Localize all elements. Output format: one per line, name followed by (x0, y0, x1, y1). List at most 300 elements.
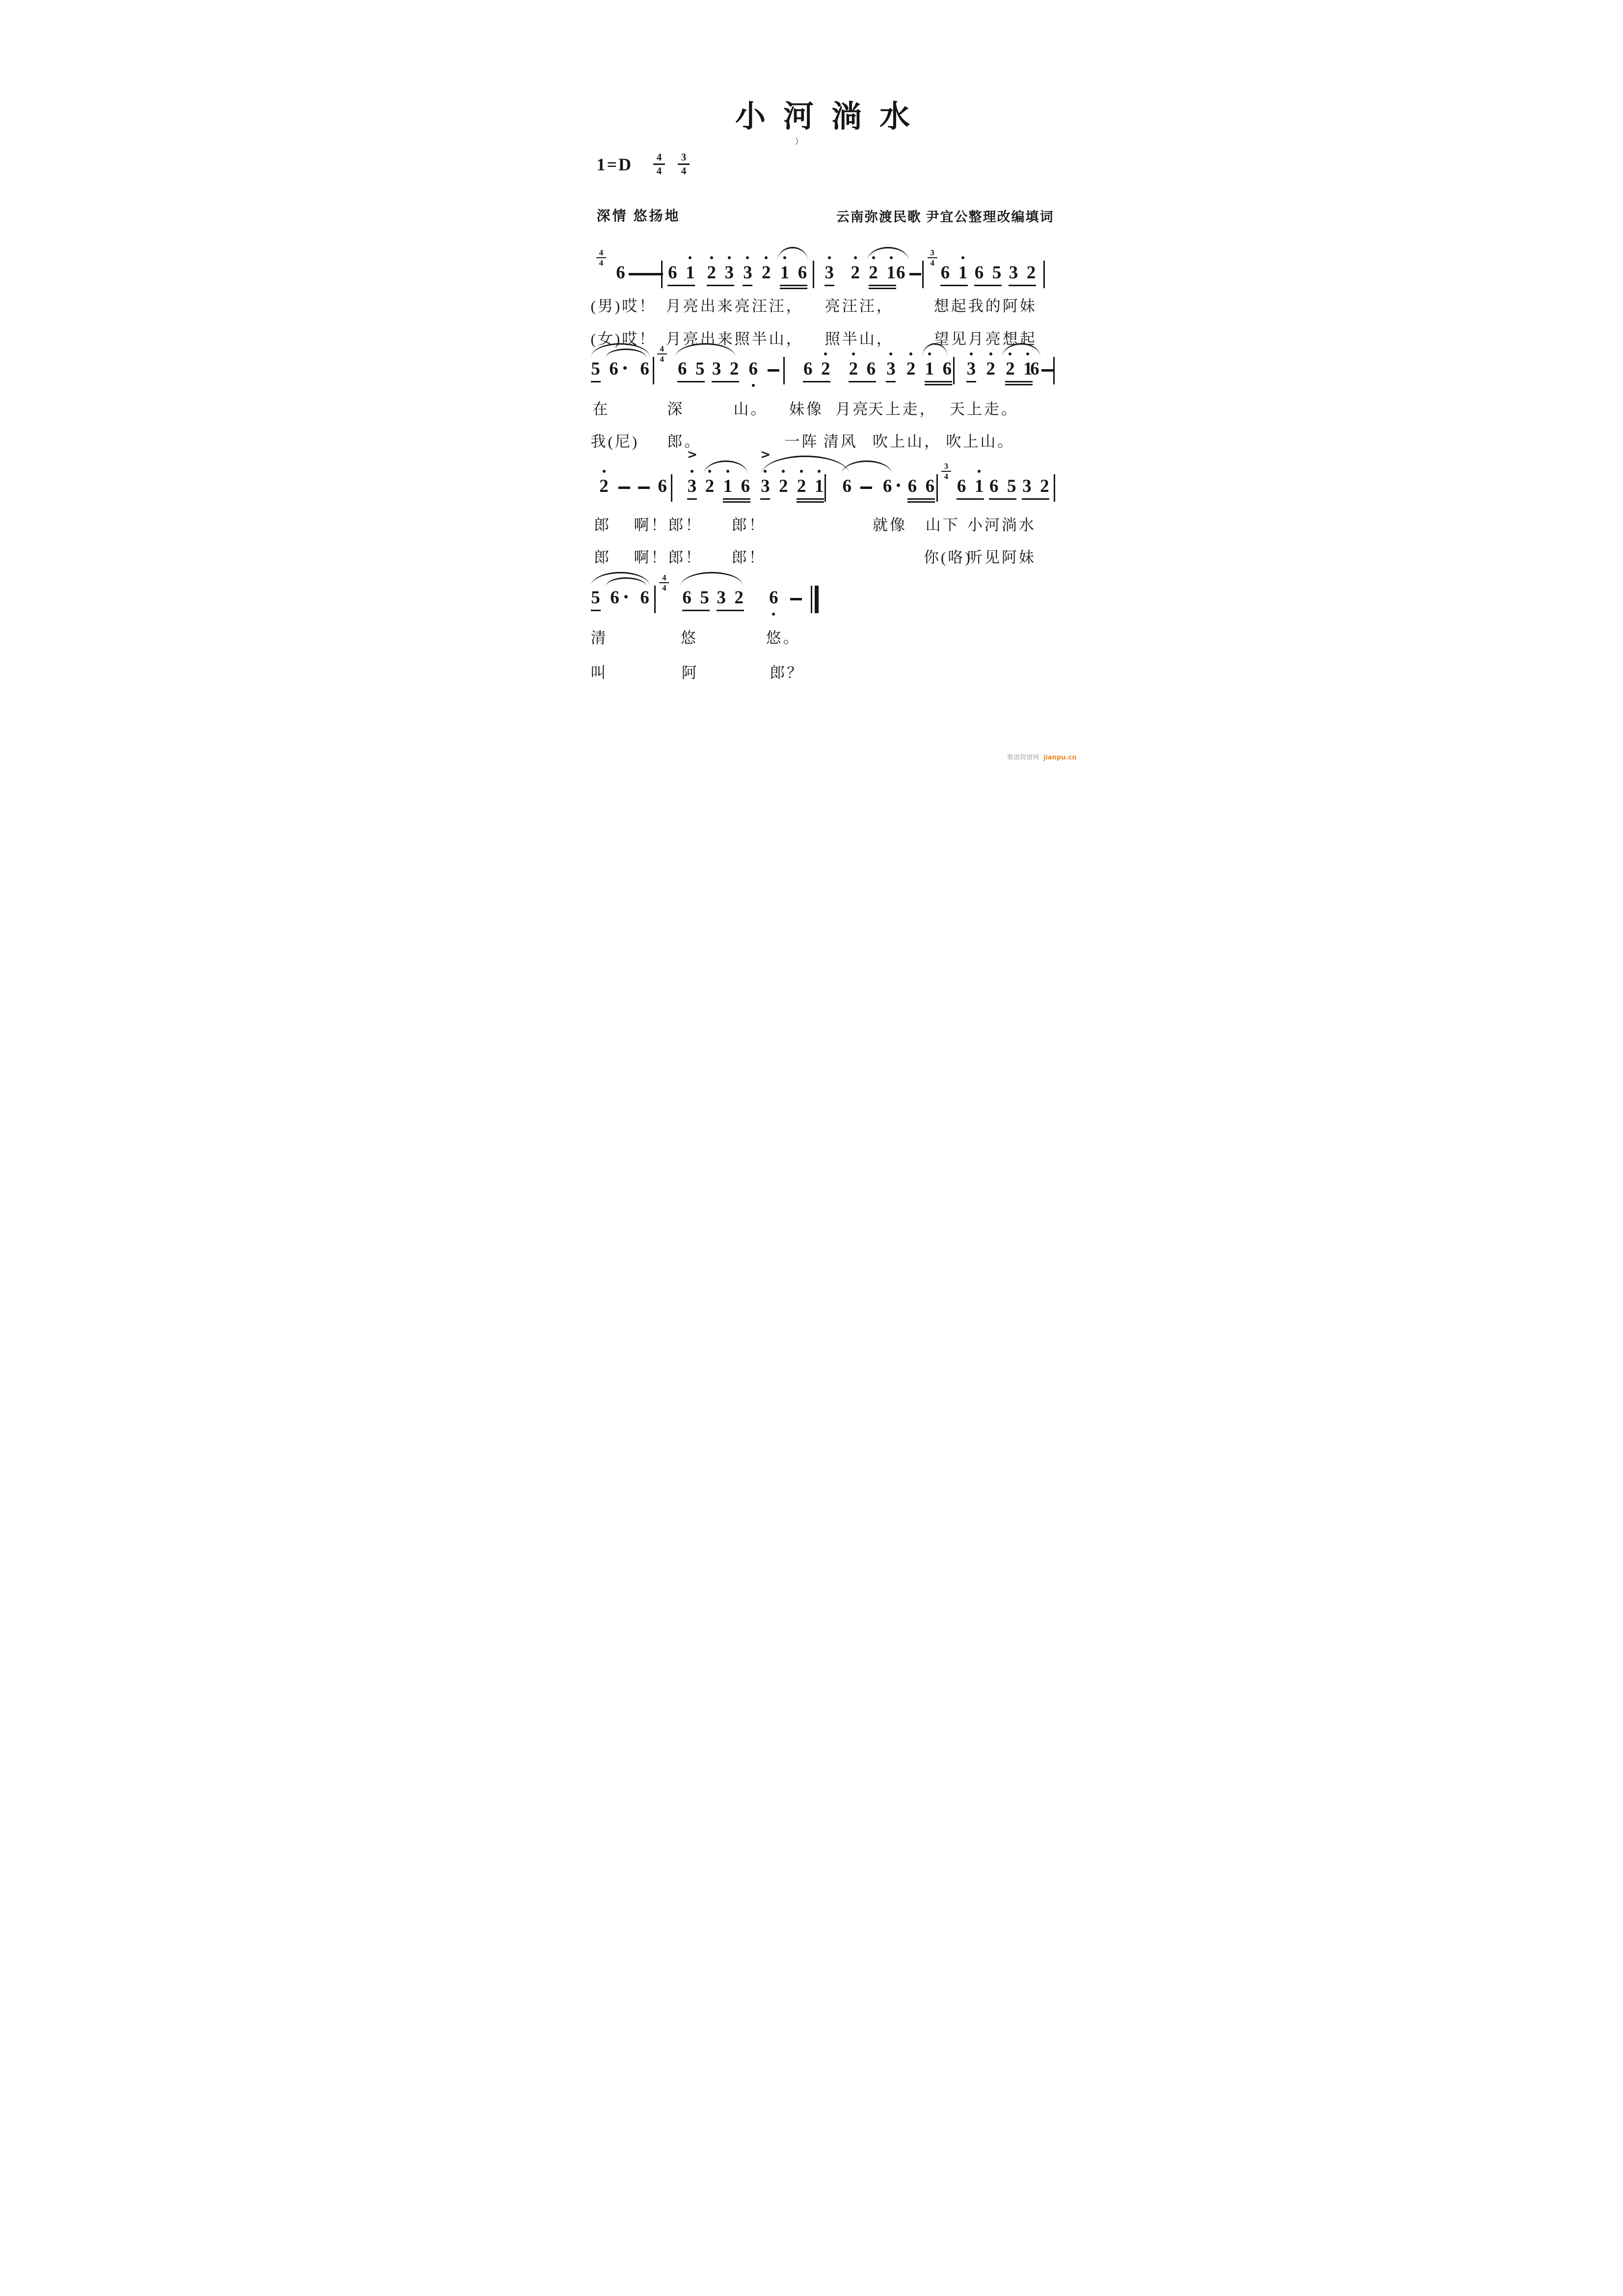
lyric-line (591, 515, 1055, 537)
note-token (610, 588, 628, 608)
note-digit: 2 (705, 476, 715, 496)
beam-group (682, 588, 710, 611)
note-token (599, 476, 609, 497)
jianpu-note (658, 476, 667, 497)
note-token (761, 263, 771, 283)
jianpu-note (1005, 359, 1015, 379)
note-digit: 5 (591, 359, 600, 379)
lyric-segment: 天上走， (868, 401, 937, 418)
lyric-segment: 郎 (594, 516, 612, 534)
jianpu-note (896, 263, 905, 283)
note-token (705, 476, 715, 497)
beam-group (974, 263, 1002, 286)
augmentation-dot-icon (624, 595, 628, 598)
duration-dash (640, 273, 652, 275)
slur-arc (704, 460, 748, 475)
beam-group (707, 263, 734, 286)
lyric-segment: 悠。 (766, 629, 800, 647)
jianpu-note (717, 588, 726, 608)
jianpu-note (886, 263, 896, 283)
note-token (842, 476, 852, 497)
note-digit: 6 (668, 263, 677, 283)
note-token (1030, 359, 1039, 379)
jianpu-note (591, 588, 601, 608)
note-digit: 3 (966, 359, 976, 379)
jianpu-note (640, 588, 650, 608)
jianpu-note (906, 359, 916, 379)
key-signature: 1=D (596, 154, 633, 174)
note-token (825, 263, 834, 286)
lyric-segment: 阿 (681, 664, 699, 681)
meter-denominator: 4 (681, 165, 687, 177)
note-token (778, 476, 788, 497)
note-digit: 5 (591, 588, 600, 608)
lyric-segment: 吹上山。 (946, 433, 1015, 450)
time-signature (928, 248, 937, 267)
note-token (609, 359, 627, 379)
attribution: 云南弥渡民歌 尹宜公整理改编填词 (836, 210, 1054, 224)
beam-group (940, 263, 968, 286)
note-token (658, 476, 667, 497)
duration-dash (629, 273, 640, 275)
note-digit: 2 (797, 476, 806, 496)
note-digit: 1 (958, 263, 968, 283)
octave-dot-above (603, 470, 606, 473)
lyric-segment: 我(尼) (590, 433, 639, 450)
lyric-segment: 啊！郎！ (634, 516, 703, 534)
note-digit: 6 (748, 359, 758, 379)
duration-dash (1041, 369, 1053, 372)
meter-numerator: 4 (599, 248, 604, 257)
octave-dot-above (989, 352, 992, 355)
note-digit: 3 (825, 263, 834, 283)
octave-dot-above (872, 256, 875, 259)
jianpu-note (695, 359, 705, 379)
barline (922, 261, 924, 288)
jianpu-note (682, 588, 692, 608)
barline (936, 474, 938, 502)
duration-dash (909, 273, 921, 275)
note-digit: 2 (762, 263, 771, 283)
note-digit: 6 (942, 359, 952, 379)
beam-group (1005, 359, 1033, 385)
lyric-segment: 吹上山， (873, 433, 942, 450)
note-digit: 3 (712, 359, 721, 379)
note-digit: 6 (677, 359, 687, 379)
barline (1043, 261, 1045, 288)
note-digit: 6 (957, 476, 966, 496)
jianpu-note (851, 263, 860, 283)
meter-denominator: 4 (662, 583, 666, 593)
octave-dot-above (909, 352, 912, 355)
lyric-line (591, 400, 1055, 421)
lyric-segment: 郎！ (731, 549, 766, 566)
lyric-segment: 听见阿妹 (967, 549, 1036, 566)
beam-group (907, 476, 935, 503)
note-digit: 1 (1023, 359, 1033, 379)
note-digit: 6 (616, 263, 625, 283)
meter-numerator: 4 (662, 573, 666, 582)
lyric-line (591, 628, 1055, 650)
note-digit: 3 (1022, 476, 1032, 496)
note-token (743, 263, 752, 286)
note-digit: 6 (866, 359, 876, 379)
final-barline-thin (811, 586, 812, 613)
jianpu-note (825, 263, 834, 283)
time-signature (941, 462, 951, 481)
lyric-line (591, 663, 1055, 685)
note-digit: 6 (803, 359, 813, 379)
note-token (986, 359, 996, 379)
time-signature (596, 248, 606, 267)
octave-dot-above (783, 256, 786, 259)
note-digit: 2 (1040, 476, 1049, 496)
octave-dot-above (928, 352, 931, 355)
note-digit: 6 (640, 359, 649, 379)
lyric-segment: (男)哎！ (590, 297, 657, 315)
jianpu-note (677, 359, 687, 379)
lyric-segment: 小河淌水 (967, 516, 1036, 534)
note-digit: 6 (769, 588, 778, 608)
lyric-segment: 郎。 (667, 433, 702, 450)
note-digit: 6 (925, 476, 935, 496)
barline (661, 261, 663, 288)
note-digit: 1 (723, 476, 733, 496)
jianpu-note (883, 476, 901, 497)
note-token (640, 359, 650, 379)
lyric-segment: 深 (667, 401, 685, 418)
octave-dot-above (1009, 352, 1011, 355)
barline (653, 357, 654, 384)
beam-group (723, 476, 750, 503)
watermark-site-name: 歌谱简谱网 (1007, 754, 1039, 761)
note-digit: 6 (610, 588, 619, 608)
page-title (591, 100, 1055, 133)
lyric-line (591, 297, 1055, 318)
time-signature (653, 152, 665, 176)
octave-dot-above (691, 470, 693, 473)
slur-arc (841, 460, 892, 475)
note-token (851, 263, 860, 283)
jianpu-note (729, 359, 739, 379)
lyric-segment: 在 (592, 401, 610, 418)
meter-numerator: 3 (681, 151, 687, 163)
note-token (906, 359, 916, 379)
octave-dot-above (978, 470, 981, 473)
jianpu-note (640, 359, 650, 379)
jianpu-note (1009, 263, 1018, 283)
octave-dot-below (772, 613, 775, 616)
jianpu-note (814, 476, 824, 497)
lyric-segment: 月亮 (835, 401, 870, 418)
note-digit: 2 (1026, 263, 1036, 283)
jianpu-note (610, 588, 628, 608)
time-signature (659, 573, 669, 592)
note-digit: 2 (869, 263, 878, 283)
note-token (896, 263, 905, 283)
octave-dot-above (710, 256, 713, 259)
slur-arc (681, 572, 744, 586)
octave-dot-above (782, 470, 785, 473)
octave-dot-above (1026, 352, 1029, 355)
music-system (591, 246, 1055, 303)
lyric-segment: 月亮出来亮汪汪， (665, 297, 803, 315)
octave-dot-above (828, 256, 831, 259)
jianpu-note (925, 359, 934, 379)
lyric-segment: 郎？ (770, 664, 804, 681)
lyric-segment: 照半山， (825, 330, 894, 348)
barline (654, 586, 656, 613)
jianpu-note (760, 447, 771, 497)
barline (671, 474, 672, 502)
octave-dot-above (764, 470, 767, 473)
jianpu-note (798, 263, 807, 283)
jianpu-note (925, 476, 935, 497)
note-digit: 6 (907, 476, 917, 496)
note-digit: 2 (906, 359, 916, 379)
octave-dot-above (800, 470, 803, 473)
title-char: 河 (783, 98, 814, 134)
barline (825, 474, 826, 502)
lyric-segment: (女)哎！ (590, 330, 657, 348)
jianpu-note (616, 263, 626, 283)
barline (1053, 357, 1055, 384)
jianpu-note (989, 476, 999, 497)
beam-group (780, 263, 807, 289)
meter-numerator: 4 (656, 151, 662, 163)
beam-group (869, 263, 896, 289)
jianpu-note (599, 476, 609, 497)
beam-group (677, 359, 705, 382)
duration-dash (790, 598, 802, 600)
meter-denominator: 4 (599, 258, 604, 268)
jianpu-note (1030, 359, 1039, 379)
beam-group (1009, 263, 1036, 286)
duration-dash (638, 486, 650, 489)
jianpu-note (842, 476, 852, 497)
barline (813, 261, 814, 288)
note-digit: 6 (798, 263, 807, 283)
beam-group (957, 476, 984, 500)
note-digit: 6 (842, 476, 851, 496)
octave-dot-above (726, 470, 729, 473)
note-digit: 2 (707, 263, 716, 283)
slur-arc (777, 247, 807, 261)
lyric-segment: 想起我的阿妹 (933, 297, 1037, 315)
jianpu-note (940, 263, 950, 283)
lyric-segment: 悠 (680, 629, 698, 647)
note-digit: 3 (743, 263, 752, 283)
meter-numerator: 3 (930, 248, 934, 257)
jianpu-note (741, 476, 750, 497)
jianpu-note (723, 476, 733, 497)
note-digit: 6 (974, 263, 984, 283)
octave-dot-above (889, 352, 892, 355)
lyric-segment: 月亮出来照半山， (665, 330, 803, 348)
lyric-segment: 望见月亮想起 (933, 330, 1037, 348)
meter-denominator: 4 (930, 258, 934, 268)
beam-group (989, 476, 1016, 500)
note-token (769, 588, 778, 608)
jianpu-note (866, 359, 876, 379)
note-digit: 2 (986, 359, 995, 379)
jianpu-note (1026, 263, 1036, 283)
note-token (687, 447, 697, 500)
meter-denominator: 4 (656, 165, 662, 177)
lyric-segment: 清 (590, 629, 608, 647)
lyric-segment: 就像 (873, 516, 907, 534)
note-digit: 2 (778, 476, 788, 496)
note-digit: 2 (821, 359, 830, 379)
octave-dot-above (818, 470, 821, 473)
beam-group (849, 359, 876, 382)
lyric-segment: 天上走。 (949, 401, 1018, 418)
note-digit: 2 (599, 476, 609, 496)
jianpu-note (769, 588, 778, 608)
note-digit: 6 (989, 476, 999, 496)
note-token (760, 447, 771, 500)
note-token (616, 263, 626, 283)
title-char: 水 (879, 98, 910, 134)
octave-dot-above (961, 256, 964, 259)
octave-dot-above (728, 256, 731, 259)
lyric-segment: 亮汪汪， (825, 297, 894, 315)
jianpu-note (958, 263, 968, 283)
note-token (591, 359, 601, 382)
jianpu-note (700, 588, 710, 608)
note-token (886, 359, 896, 382)
barline (1054, 474, 1055, 502)
meter-denominator: 4 (660, 354, 664, 364)
jianpu-note (687, 447, 697, 497)
time-signatures (653, 152, 690, 176)
jianpu-note (992, 263, 1002, 283)
note-digit: 2 (1006, 359, 1015, 379)
lyric-segment: 郎 (594, 549, 612, 566)
jianpu-note (986, 359, 996, 379)
lyric-segment: 妹像 (789, 401, 824, 418)
lyric-line (591, 548, 1055, 569)
note-digit: 2 (734, 588, 744, 608)
note-digit: 6 (896, 263, 905, 283)
note-digit: 3 (724, 263, 734, 283)
note-token (640, 588, 650, 608)
lyric-segment: 你(咯) (924, 549, 972, 566)
note-digit: 3 (1009, 263, 1018, 283)
jianpu-note (748, 359, 758, 379)
title-char: 小 (735, 98, 766, 134)
jianpu-note (886, 359, 896, 379)
note-digit: 5 (700, 588, 709, 608)
note-digit: 1 (974, 476, 984, 496)
jianpu-note (966, 359, 976, 379)
scan-artifact: ） (795, 137, 803, 146)
note-digit: 3 (687, 476, 697, 496)
lyric-line (591, 432, 1055, 454)
watermark (1007, 752, 1077, 761)
note-digit: 5 (1007, 476, 1016, 496)
jianpu-note (734, 588, 744, 608)
augmentation-dot-icon (623, 366, 627, 370)
octave-dot-above (854, 256, 857, 259)
note-digit: 3 (761, 476, 770, 496)
beam-group (1022, 476, 1049, 500)
beam-group (667, 263, 695, 286)
beam-group (803, 359, 830, 382)
note-digit: 6 (658, 476, 667, 496)
note-digit: 5 (992, 263, 1002, 283)
meter-numerator: 4 (660, 344, 664, 353)
augmentation-dot-icon (897, 484, 900, 487)
jianpu-note (907, 476, 917, 497)
octave-dot-above (852, 352, 855, 355)
jianpu-note (591, 359, 601, 379)
note-digit: 1 (686, 263, 695, 283)
time-signature (678, 152, 690, 176)
sheet-music-page (542, 0, 1082, 764)
note-digit: 5 (695, 359, 705, 379)
jianpu-note (974, 263, 984, 283)
note-digit: 6 (640, 588, 649, 608)
jianpu-note (1022, 476, 1032, 497)
note-digit: 2 (851, 263, 860, 283)
note-token (883, 476, 901, 497)
music-system (591, 571, 1055, 628)
beam-group (797, 476, 824, 503)
note-digit: 2 (729, 359, 739, 379)
note-token (748, 359, 758, 379)
lyric-segment: 一阵 (784, 433, 819, 450)
title-char: 淌 (831, 98, 862, 134)
jianpu-note (780, 263, 790, 283)
slur-arc (761, 456, 850, 475)
final-barline-thick (815, 586, 819, 613)
octave-dot-above (708, 470, 711, 473)
lyric-segment: 叫 (590, 664, 608, 681)
meter-numerator: 3 (944, 461, 949, 471)
lyric-segment: 清风 (823, 433, 858, 450)
note-digit: 6 (882, 476, 892, 496)
jianpu-note (1039, 476, 1049, 497)
jianpu-note (743, 263, 752, 283)
note-digit: 6 (940, 263, 950, 283)
jianpu-note (761, 263, 771, 283)
note-digit: 6 (1030, 359, 1039, 379)
note-digit: 6 (741, 476, 750, 496)
jianpu-note (724, 263, 734, 283)
note-token (966, 359, 976, 382)
beam-group (712, 359, 739, 382)
lyric-line (591, 329, 1055, 351)
note-token (591, 588, 601, 611)
duration-dash (768, 369, 779, 372)
jianpu-note (707, 263, 717, 283)
note-digit: 3 (717, 588, 726, 608)
jianpu-note (705, 476, 715, 497)
octave-dot-above (970, 352, 973, 355)
jianpu-note (667, 263, 677, 283)
duration-dash (618, 486, 630, 489)
music-system (591, 447, 1055, 516)
jianpu-note (974, 476, 984, 497)
note-digit: 1 (925, 359, 934, 379)
barline (783, 357, 785, 384)
note-digit: 2 (849, 359, 858, 379)
barline (953, 357, 955, 384)
note-digit: 1 (780, 263, 790, 283)
jianpu-note (685, 263, 695, 283)
lyric-segment: 郎！ (731, 516, 766, 534)
